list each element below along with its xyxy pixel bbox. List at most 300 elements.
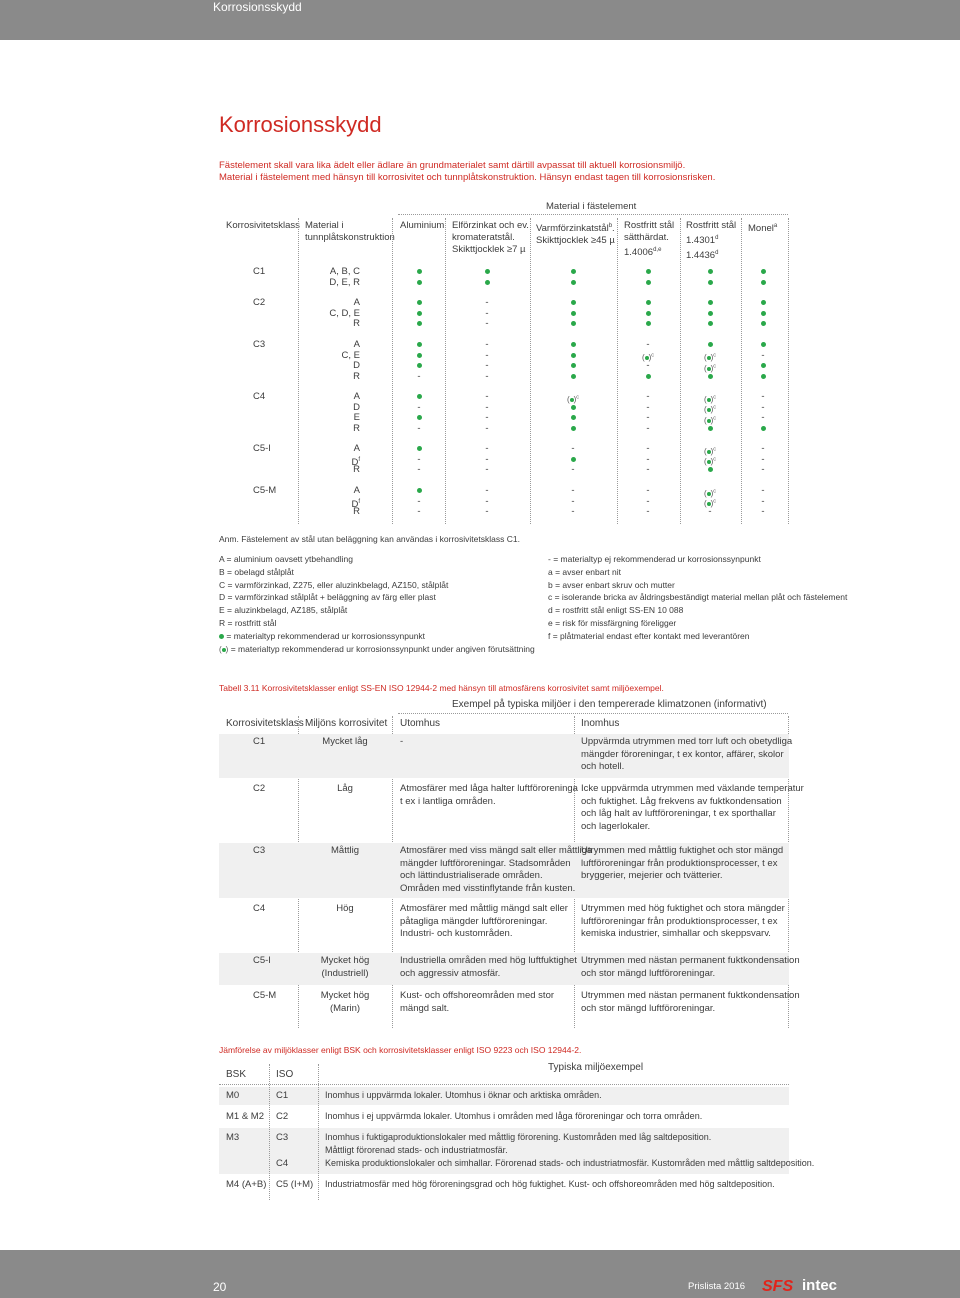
table1-value <box>475 465 499 476</box>
table1-value <box>407 465 431 476</box>
condition-sup: c <box>651 352 655 359</box>
table1-value <box>751 465 775 476</box>
recommended-dot-icon <box>417 415 422 420</box>
conditional-dot-icon: ( )$^c$ <box>703 363 717 373</box>
not-recommended-dash: - <box>761 506 765 517</box>
table2-inne-line: och stor mängd luftföroreningar. <box>581 1002 716 1014</box>
condition-sup: c <box>576 394 580 400</box>
sfs-intec-logo <box>762 1276 854 1294</box>
legend-right-4: d = rostfritt stål enligt SS-EN 10 088 <box>548 605 684 616</box>
condition-sup: c <box>713 404 717 411</box>
table1-material <box>300 424 360 435</box>
table2-inne-line: Utrymmen med hög fuktighet och stora mängder <box>581 903 785 914</box>
table1-material-text: C, E <box>341 349 360 361</box>
table1-value <box>751 507 775 518</box>
table2-inne-line: kemiska industrier, simhallar och skeppsvarv. <box>581 928 771 939</box>
table2-korr-line: Mycket hög <box>320 955 370 966</box>
legend-left-5: R = rostfritt stål <box>219 617 277 628</box>
not-recommended-dash: - <box>761 349 765 361</box>
table1-value <box>698 465 722 476</box>
recommended-dot-icon <box>646 321 651 326</box>
table3-caption: Jämförelse av miljöklasser enligt BSK och korrosivitetsklasser enligt ISO 9223 och ISO 12944-2. <box>219 1045 582 1055</box>
table1-value <box>636 278 660 289</box>
table1-value <box>561 465 585 476</box>
table2-inne-line: luftföroreningar från produktionsprocesser, t ex <box>581 915 778 927</box>
table2-utomhus <box>400 955 577 980</box>
table2-inomhus <box>581 845 783 883</box>
condition-sup: c <box>713 415 717 421</box>
table1-material-text: C, D, E <box>329 307 360 319</box>
table3-text: Inomhus i ej uppvärmda lokaler. Utomhus i områden med låga föroreningar och torra områden. <box>325 1111 703 1121</box>
not-recommended-dash: - <box>485 443 489 454</box>
table2-korrosivitet <box>300 845 390 858</box>
table1-value <box>636 507 660 518</box>
recommended-dot-icon <box>761 342 766 347</box>
table1-value <box>561 309 585 320</box>
table2-korr-line: Mycket hög <box>320 990 370 1001</box>
recommended-dot-icon <box>646 280 651 285</box>
legend-left-0: A = aluminium oavsett ytbehandling <box>219 554 353 564</box>
recommended-dot-icon <box>708 342 713 347</box>
table2-korr-line: Måttlig <box>331 845 359 856</box>
table1-material <box>300 444 360 455</box>
table2-korrosivitet <box>300 990 390 1015</box>
table3-col-bsk: BSK <box>226 1069 247 1080</box>
recommended-dot-icon <box>708 426 713 431</box>
table2-ute-line: mängder luftföroreningar. Stadsområden <box>400 857 571 869</box>
col-material-line2: tunnplåtskonstruktion <box>305 232 395 243</box>
recommended-dot-icon <box>219 634 224 639</box>
not-recommended-dash: - <box>571 495 575 507</box>
not-recommended-dash: - <box>761 495 765 507</box>
table1-class-label: C2 <box>253 297 266 308</box>
recommended-dot-icon <box>708 374 713 379</box>
recommended-dot-icon <box>761 311 766 316</box>
table1-value <box>636 340 660 351</box>
not-recommended-dash: - <box>485 297 489 308</box>
table3-text: Industriatmosfär med hög föroreningsgrad och hög fuktighet. Kust- och offshoreområden med hög saltdeposition. <box>325 1179 775 1189</box>
table2-inne-line: och stor mängd luftföroreningar. <box>581 967 716 979</box>
table1-material-text: R <box>353 318 360 329</box>
table2-inne-line: och lagerlokaler. <box>581 820 651 832</box>
table1-column-rule <box>788 218 789 524</box>
table3-col-iso: ISO <box>276 1069 294 1080</box>
not-recommended-dash: - <box>485 453 489 465</box>
table1-value <box>561 340 585 351</box>
not-recommended-dash: - <box>646 464 650 475</box>
dot-mark <box>707 398 711 402</box>
table1-value <box>561 267 585 278</box>
table2-ute-line: påtagliga mängder luftföroreningar. <box>400 915 548 927</box>
col-elforzinkat-l3: Skikttjocklek ≥7 µ <box>452 244 526 255</box>
table1-value <box>561 507 585 518</box>
table3-text: Kemiska produktionslokaler och simhallar. Förorenad stads- och industriatmosfär. Kustområden med måttlig saltdeposition. <box>325 1158 815 1168</box>
table1-value <box>636 298 660 309</box>
table3-iso: C4 <box>276 1158 289 1169</box>
not-recommended-dash: - <box>761 443 765 454</box>
table1-value <box>561 444 585 455</box>
table2-korr-line: Hög <box>336 903 354 914</box>
logo-sfs-mark: SFS <box>762 1278 794 1294</box>
table1-class-label: C4 <box>253 391 266 402</box>
recommended-dot-icon <box>708 311 713 316</box>
dot-mark <box>707 408 711 412</box>
table1-material-text: A <box>353 339 360 350</box>
table1-value <box>475 424 499 435</box>
legend-left-2: C = varmförzinkad, Z275, eller aluzinkbelagd, AZ150, stålplåt <box>219 579 449 590</box>
legend-right-6: f = plåtmaterial endast efter kontakt med leverantören <box>548 630 750 641</box>
table1-value <box>561 403 585 414</box>
condition-sup: c <box>713 488 717 494</box>
not-recommended-dash: - <box>417 464 421 475</box>
dot-mark <box>707 450 711 454</box>
table3-text: Inomhus i fuktigaproduktionslokaler med måttlig förorening. Kustområden med låg saltdeposition. <box>325 1132 712 1142</box>
table1-value <box>407 403 431 414</box>
not-recommended-dash: - <box>646 506 650 517</box>
table1-class-label: C5-M <box>253 485 277 496</box>
table3-bsk: M3 <box>226 1132 240 1143</box>
recommended-dot-icon <box>571 321 576 326</box>
table3-iso: C2 <box>276 1111 289 1122</box>
not-recommended-dash: - <box>646 391 650 402</box>
table2-inne-line: Utrymmen med måttlig fuktighet och stor mängd <box>581 845 784 856</box>
table1-material-text: D <box>353 401 360 413</box>
table1-material <box>300 403 360 414</box>
table1-value <box>407 278 431 289</box>
legend-paren-row <box>219 643 535 657</box>
table2-korr-line: (Marin) <box>329 1002 361 1014</box>
col-rost2-l3: 1.4436 <box>686 250 716 262</box>
table1-group-rule <box>398 214 788 215</box>
not-recommended-dash: - <box>761 485 765 496</box>
recommended-dot-icon <box>417 394 422 399</box>
table1-value <box>636 267 660 278</box>
condition-sup: c <box>713 446 717 452</box>
not-recommended-dash: - <box>761 464 765 475</box>
table2-ute-line: - <box>400 736 404 747</box>
table1-column-rule <box>741 218 742 524</box>
table2-inomhus <box>581 783 804 833</box>
table2-group-rule <box>398 713 788 714</box>
condition-sup: c <box>713 363 717 369</box>
intro-line-2: Material i fästelement med hänsyn till korrosivitet och tunnplåtskonstruktion. Hänsyn endast tagen till korrosionsrisken. <box>219 172 716 183</box>
legend-left-3: D = varmförzinkad stålplåt + beläggning av färg eller plast <box>219 592 436 603</box>
not-recommended-dash: - <box>417 422 421 434</box>
page-number: 20 <box>213 1280 227 1294</box>
table2-ute-line: och lättindustrialiserade områden. <box>400 870 543 881</box>
table1-material-text: A, B, C <box>329 266 360 277</box>
not-recommended-dash: - <box>485 422 489 434</box>
table1-class-label: C1 <box>253 266 266 277</box>
table1-material <box>300 465 360 476</box>
recommended-dot-icon <box>761 269 766 274</box>
table1-value <box>751 372 775 383</box>
table1-material <box>300 413 360 424</box>
dot-mark <box>707 460 711 464</box>
table1-column-rule <box>298 218 299 524</box>
col-varm-l1: Varmförzinkatstål <box>536 223 609 235</box>
not-recommended-dash: - <box>485 307 489 319</box>
not-recommended-dash: - <box>761 453 765 465</box>
conditional-dot-icon: ( )$^c$ <box>703 498 717 509</box>
condition-sup: c <box>713 456 717 463</box>
table1-material-text: R <box>353 506 360 517</box>
table1-value <box>698 424 722 435</box>
page-title: Korrosionsskydd <box>219 112 382 137</box>
table1-material-text: E <box>353 412 360 423</box>
legend-dot-row <box>219 630 535 643</box>
table1-value <box>698 267 722 278</box>
footer-text: Prislista 2016 <box>688 1281 746 1292</box>
table2-korrosivitet <box>300 955 390 980</box>
not-recommended-dash: - <box>485 495 489 507</box>
logo-intec-mark: intec <box>802 1277 838 1294</box>
table1-value <box>698 372 722 383</box>
col-rost1-l3: 1.4006 <box>624 247 654 259</box>
table2-korrosivitet <box>300 903 390 916</box>
table1-value <box>636 309 660 320</box>
table1-value <box>407 340 431 351</box>
table1-value <box>561 298 585 309</box>
table1-material-text: R <box>353 422 360 434</box>
table1-value <box>751 413 775 424</box>
not-recommended-dash: - <box>485 339 489 350</box>
table1-value <box>636 361 660 372</box>
recommended-dot-icon <box>646 311 651 316</box>
not-recommended-dash: - <box>646 412 650 423</box>
not-recommended-dash: - <box>646 339 650 350</box>
table1-group-header: Material i fästelement <box>546 201 637 212</box>
table2-ute-line: Atmosfärer med viss mängd salt eller måttliga <box>400 845 593 856</box>
conditional-dot-icon: ( )$^c$ <box>703 446 717 456</box>
table1-col-rostfritt-2 <box>686 220 736 262</box>
condition-sup: c <box>713 394 717 400</box>
table1-value <box>698 278 722 289</box>
legend-right-2: b = avser enbart skruv och mutter <box>548 579 675 590</box>
table1-value <box>407 507 431 518</box>
legend-dot-text: = materialtyp rekommenderad ur korrosionssynpunkt <box>226 630 426 641</box>
intro-line-1: Fästelement skall vara lika ädelt eller ädlare än grundmaterialet samt därtill avpassat till aktuell korrosionsmiljö. <box>219 160 686 171</box>
legend-right <box>548 553 847 643</box>
table1-value <box>698 507 722 518</box>
recommended-dot-icon <box>417 488 422 493</box>
table2-ute-line: mängd salt. <box>400 1002 450 1014</box>
not-recommended-dash: - <box>485 401 489 413</box>
conditional-dot-icon: ( )$^c$ <box>641 352 655 363</box>
table2-col-klass: Korrosivitetsklass <box>226 718 304 729</box>
table2-inne-line: bryggerier, mejerier och tvätterier. <box>581 870 723 881</box>
table1-material <box>300 486 360 497</box>
recommended-dot-icon <box>571 457 576 462</box>
recommended-dot-icon <box>708 269 713 274</box>
table1-value <box>407 319 431 330</box>
recommended-dot-icon <box>417 446 422 451</box>
not-recommended-dash: - <box>761 401 765 413</box>
legend-paren-text: = materialtyp rekommenderad ur korrosionssynpunkt under angiven förutsättning <box>230 643 535 654</box>
not-recommended-dash: - <box>485 506 489 517</box>
not-recommended-dash: - <box>485 391 489 402</box>
top-bar <box>0 0 960 40</box>
not-recommended-dash: - <box>485 370 489 382</box>
table1-material-text: D <box>353 360 360 371</box>
table2-class: C2 <box>253 783 266 794</box>
recommended-dot-icon <box>417 280 422 285</box>
recommended-dot-icon <box>417 300 422 305</box>
col-varm-end: . <box>612 223 615 235</box>
table2-inne-line: Icke uppvärmda utrymmen med växlande temperatur <box>581 783 804 794</box>
not-recommended-dash: - <box>646 443 650 454</box>
recommended-dot-icon <box>417 353 422 358</box>
table3-bsk: M0 <box>226 1090 240 1101</box>
table2-caption: Tabell 3.11 Korrosivitetsklasser enligt SS-EN ISO 12944-2 med hänsyn till atmosfärens korrosivitet samt miljöexempel. <box>219 683 664 693</box>
dot-mark <box>707 492 711 496</box>
table1-col-korrosivitetsklass: Korrosivitetsklass <box>226 220 300 231</box>
table1-value <box>751 361 775 372</box>
table1-col-rostfritt-1 <box>624 220 674 259</box>
table1-material <box>300 309 360 320</box>
table1-material-text: D <box>351 498 359 510</box>
conditional-dot-icon: ( )$^c$ <box>566 394 580 404</box>
table2-ute-line: Atmosfärer med måttlig mängd salt eller <box>400 903 568 914</box>
not-recommended-dash: - <box>646 422 650 434</box>
table1-material-text: R <box>353 464 360 475</box>
table1-value <box>475 507 499 518</box>
legend-left-1: B = obelagd stålplåt <box>219 566 294 577</box>
table3-iso: C1 <box>276 1090 289 1101</box>
table1-value <box>636 319 660 330</box>
recommended-dot-icon <box>485 269 490 274</box>
recommended-dot-icon <box>571 269 576 274</box>
recommended-dot-icon <box>571 280 576 285</box>
table1-value <box>407 372 431 383</box>
condition-sup: c <box>713 352 717 359</box>
top-bar-title: Korrosionsskydd <box>213 0 302 14</box>
legend-right-3: c = isolerande bricka av åldringsbeständigt material mellan plåt och fästelement <box>548 592 848 603</box>
recommended-dot-icon <box>571 353 576 358</box>
table2-inomhus <box>581 990 800 1015</box>
legend-right-0: - = materialtyp ej rekommenderad ur korrosionssynpunkt <box>548 554 761 564</box>
table1-value <box>561 351 585 362</box>
col-rost2-l1: Rostfritt stål <box>686 220 737 231</box>
table1-column-rule <box>617 218 618 524</box>
table1-material <box>300 351 360 362</box>
table1-material-text: A <box>353 443 360 454</box>
not-recommended-dash: - <box>646 485 650 496</box>
table1-material <box>300 319 360 330</box>
table1-material-text: A <box>353 485 360 496</box>
table1-value <box>561 424 585 435</box>
not-recommended-dash: - <box>485 349 489 361</box>
table2-ute-line: Industriella områden med hög luftfuktighet <box>400 955 577 966</box>
table1-value <box>475 278 499 289</box>
conditional-dot-icon: ( )$^c$ <box>703 404 717 415</box>
recommended-dot-icon <box>571 426 576 431</box>
table2-utomhus <box>400 903 568 941</box>
condition-sup: c <box>713 498 717 505</box>
legend-right-1: a = avser enbart nit <box>548 566 622 577</box>
table3-iso: C5 (I+M) <box>276 1179 314 1190</box>
col-varm-l2: Skikttjocklek ≥45 µ <box>536 235 615 247</box>
table2-utomhus <box>400 736 403 749</box>
table2-inne-line: och låg halt av luftföroreningar, t ex sporthallar <box>581 808 776 819</box>
table2-utomhus <box>400 845 592 895</box>
not-recommended-dash: - <box>417 506 421 517</box>
table1-value <box>561 413 585 424</box>
table2-ute-line: Atmosfärer med låga halter luftföroreninga <box>400 783 578 794</box>
not-recommended-dash: - <box>485 318 489 329</box>
table2-inne-line: Utrymmen med nästan permanent fuktkondensation <box>581 955 800 966</box>
table1-col-material <box>305 220 395 244</box>
legend-right-5: e = risk för missfärgning föreligger <box>548 617 677 628</box>
table3-col-exempel: Typiska miljöexempel <box>548 1062 644 1073</box>
not-recommended-dash: - <box>646 401 650 413</box>
table1-material-sup: f <box>358 498 360 505</box>
table1-value <box>751 267 775 278</box>
table1-value <box>698 340 722 351</box>
table1-value <box>475 319 499 330</box>
recommended-dot-icon <box>485 280 490 285</box>
not-recommended-dash: - <box>571 464 575 475</box>
col-rost2-sup3: d <box>715 250 719 257</box>
table2-class: C5-I <box>253 955 271 966</box>
not-recommended-dash: - <box>646 495 650 507</box>
col-elforzinkat-l2: kromateratstål. <box>452 232 515 243</box>
col-material-line1: Material i <box>305 220 344 231</box>
recommended-dot-icon <box>761 280 766 285</box>
dot-mark <box>707 356 711 360</box>
not-recommended-dash: - <box>485 485 489 496</box>
table3-text: Måttligt förorenad stads- och industriatmosfär. <box>325 1145 508 1155</box>
not-recommended-dash: - <box>646 453 650 465</box>
recommended-dot-icon <box>571 363 576 368</box>
recommended-dot-icon <box>571 374 576 379</box>
conditional-dot-icon: ( )$^c$ <box>703 352 717 363</box>
recommended-dot-icon <box>417 269 422 274</box>
table1-value <box>561 278 585 289</box>
recommended-dot-icon <box>417 321 422 326</box>
table2-ute-line: Kust- och offshoreområden med stor <box>400 990 555 1001</box>
col-rost1-sup: d,e <box>653 247 662 253</box>
col-monel: Monel <box>748 223 774 235</box>
table2-inomhus <box>581 955 800 980</box>
recommended-dot-icon <box>761 374 766 379</box>
table1-material-sup: f <box>358 456 360 463</box>
table2-col-utomhus: Utomhus <box>400 718 441 729</box>
recommended-dot-icon <box>417 311 422 316</box>
table1-value <box>407 424 431 435</box>
recommended-dot-icon <box>571 300 576 305</box>
recommended-dot-icon <box>708 467 713 472</box>
table1-class-label: C3 <box>253 339 266 350</box>
table1-value <box>475 372 499 383</box>
table2-inne-line: mängder föroreningar, t ex kontor, affärer, skolor <box>581 748 784 760</box>
table1-value <box>407 267 431 278</box>
table1-class-label: C5-I <box>253 443 271 454</box>
table2-korr-line: Mycket låg <box>322 736 368 747</box>
table1-value <box>751 278 775 289</box>
not-recommended-dash: - <box>485 360 489 371</box>
recommended-dot-icon <box>646 269 651 274</box>
table3-text: Inomhus i uppvärmda lokaler. Utomhus i öknar och arktiska områden. <box>325 1090 602 1100</box>
table3-bsk: M4 (A+B) <box>226 1179 267 1190</box>
table1-value <box>751 424 775 435</box>
not-recommended-dash: - <box>485 464 489 475</box>
recommended-dot-icon <box>761 321 766 326</box>
not-recommended-dash: - <box>571 485 575 496</box>
conditional-dot-icon: ( ) <box>219 644 229 654</box>
recommended-dot-icon <box>761 426 766 431</box>
table1-col-monel <box>748 220 777 235</box>
